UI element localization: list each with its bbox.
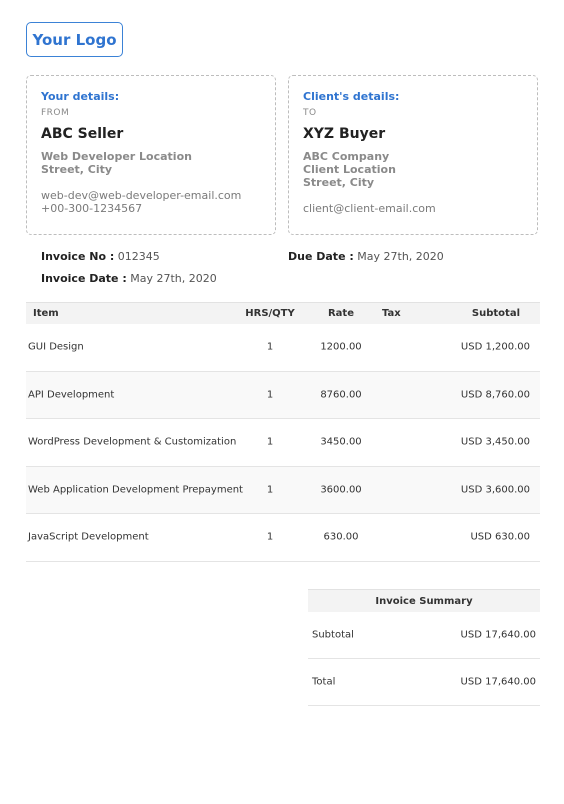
row-rate: 3450.00 bbox=[320, 436, 362, 448]
row-qty: 1 bbox=[266, 531, 274, 543]
row-qty: 1 bbox=[266, 341, 274, 353]
items-table-header bbox=[26, 302, 540, 324]
invoice-date-value: May 27th, 2020 bbox=[130, 272, 217, 285]
client-email: client@client-email.com bbox=[303, 202, 436, 215]
table-row bbox=[26, 467, 540, 515]
row-subtotal: USD 630.00 bbox=[470, 531, 530, 543]
summary-subtotal-value: USD 17,640.00 bbox=[460, 629, 536, 641]
invoice-date-label: Invoice Date : bbox=[41, 272, 127, 285]
seller-heading: Your details: bbox=[41, 90, 120, 103]
row-rate: 630.00 bbox=[323, 531, 359, 543]
row-item: JavaScript Development bbox=[28, 531, 149, 543]
invoice-number bbox=[41, 250, 160, 264]
row-qty: 1 bbox=[266, 436, 274, 448]
row-item: GUI Design bbox=[28, 341, 84, 353]
seller-address-line2: Street, City bbox=[41, 163, 113, 176]
row-qty: 1 bbox=[266, 484, 274, 496]
client-address-line1: Client Location bbox=[303, 163, 396, 176]
client-details-card bbox=[288, 75, 538, 235]
header-subtotal: Subtotal bbox=[471, 308, 520, 319]
table-row bbox=[26, 372, 540, 420]
summary-subtotal-row bbox=[308, 612, 540, 659]
header-rate: Rate bbox=[327, 308, 354, 319]
client-company: ABC Company bbox=[303, 150, 390, 163]
header-item: Item bbox=[33, 308, 59, 319]
seller-address bbox=[41, 150, 261, 176]
row-subtotal: USD 3,450.00 bbox=[460, 436, 530, 448]
summary-total-label: Total bbox=[312, 676, 336, 688]
seller-address-line1: Web Developer Location bbox=[41, 150, 192, 163]
summary-total-row bbox=[308, 659, 540, 706]
row-rate: 3600.00 bbox=[320, 484, 362, 496]
header-qty: HRS/QTY bbox=[245, 308, 295, 319]
client-address-line2: Street, City bbox=[303, 176, 375, 189]
client-contact bbox=[303, 202, 523, 215]
table-row bbox=[26, 324, 540, 372]
table-row bbox=[26, 419, 540, 467]
client-heading: Client's details: bbox=[303, 90, 400, 103]
row-qty: 1 bbox=[266, 389, 274, 401]
row-item: Web Application Development Prepayment bbox=[28, 484, 243, 496]
row-item: API Development bbox=[28, 389, 115, 401]
invoice-number-value: 012345 bbox=[117, 250, 160, 263]
summary-total-value: USD 17,640.00 bbox=[460, 676, 536, 688]
items-table bbox=[26, 302, 540, 562]
seller-name: ABC Seller bbox=[41, 126, 124, 142]
client-address bbox=[303, 150, 523, 189]
seller-sub-label: FROM bbox=[41, 108, 70, 118]
row-rate: 1200.00 bbox=[320, 341, 362, 353]
row-subtotal: USD 3,600.00 bbox=[460, 484, 530, 496]
invoice-number-label: Invoice No : bbox=[41, 250, 115, 263]
table-row bbox=[26, 514, 540, 562]
due-date-label: Due Date : bbox=[288, 250, 354, 263]
seller-contact bbox=[41, 189, 261, 215]
header-tax: Tax bbox=[382, 308, 401, 319]
row-subtotal: USD 1,200.00 bbox=[460, 341, 530, 353]
row-subtotal: USD 8,760.00 bbox=[460, 389, 530, 401]
seller-phone: +00-300-1234567 bbox=[41, 202, 143, 215]
due-date-value: May 27th, 2020 bbox=[357, 250, 444, 263]
seller-email: web-dev@web-developer-email.com bbox=[41, 189, 242, 202]
invoice-date bbox=[41, 272, 217, 286]
seller-details-card bbox=[26, 75, 276, 235]
logo: Your Logo bbox=[26, 22, 123, 57]
client-name: XYZ Buyer bbox=[303, 126, 386, 142]
due-date bbox=[288, 250, 444, 264]
client-sub-label: TO bbox=[303, 108, 317, 118]
summary-title: Invoice Summary bbox=[308, 589, 540, 612]
row-item: WordPress Development & Customization bbox=[28, 436, 237, 448]
summary-subtotal-label: Subtotal bbox=[312, 629, 354, 641]
invoice-summary bbox=[308, 589, 540, 706]
row-rate: 8760.00 bbox=[320, 389, 362, 401]
